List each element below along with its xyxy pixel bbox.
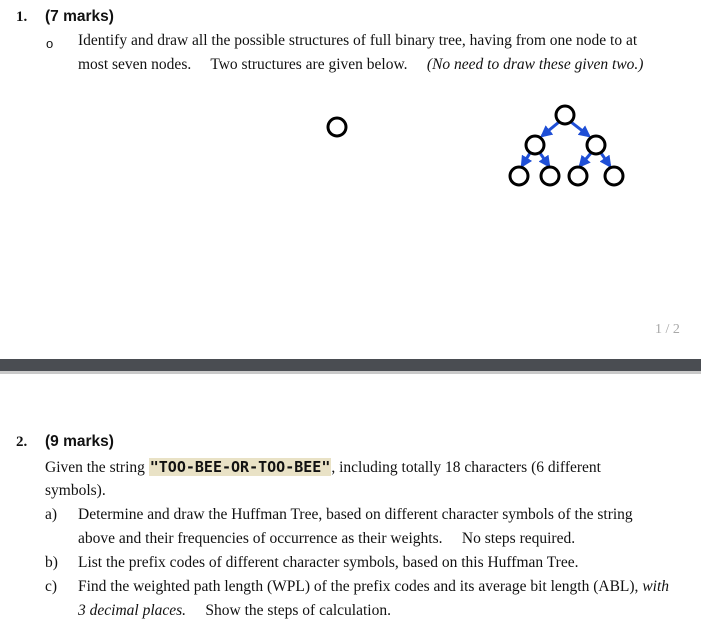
q2-string-highlight <box>149 458 332 476</box>
q2-item-c-line2-a: 3 decimal places. <box>78 602 187 619</box>
q1-line2 <box>78 56 643 74</box>
q2-item-c-line2-b: Show the steps of calculation. <box>205 602 391 619</box>
q2-item-a-line1: Determine and draw the Huffman Tree, based on different character symbols of the string <box>78 506 633 523</box>
q2-item-c-line1 <box>78 578 669 596</box>
q2-intro-suffix: characters (6 different <box>460 459 601 476</box>
tree-node <box>605 167 623 185</box>
tree-nodes <box>510 106 623 185</box>
q1-line1: Identify and draw all the possible structures of full binary tree, having from one node to at <box>78 32 638 49</box>
q2-intro-prefix: Given the string <box>45 459 149 476</box>
q2-item-c-line2 <box>78 602 391 620</box>
tree-edge <box>571 122 589 136</box>
tree-node <box>328 118 346 136</box>
tree-node <box>569 167 587 185</box>
q2-item-b-label: b) <box>45 554 58 571</box>
tree-edge <box>540 153 549 166</box>
q2-quote-close: " <box>321 458 331 476</box>
q2-item-a-label: a) <box>45 506 58 523</box>
tree-node <box>526 136 544 154</box>
q1-number: 1. <box>16 9 28 25</box>
q1-line2-a: most seven nodes. <box>78 56 192 73</box>
tree-edge <box>522 153 530 166</box>
q2-marks: (9 marks) <box>45 433 114 450</box>
tree-node <box>541 167 559 185</box>
q2-intro-mid: , including totally <box>331 459 446 476</box>
single-node-tree <box>320 110 356 146</box>
tree-edge <box>580 153 591 166</box>
q1-line2-note: (No need to draw these given two.) <box>426 56 644 73</box>
page-separator-shadow <box>0 371 701 374</box>
q2-item-a-line2-b: No steps required. <box>461 530 576 547</box>
q2-quote-open: " <box>149 458 159 476</box>
q2-item-c-line1-a: Find the weighted path length (WPL) of the prefix codes and its average bit length (ABL), <box>78 578 643 595</box>
tree-node <box>510 167 528 185</box>
q1-marks: (7 marks) <box>45 8 114 25</box>
q1-line2-b: Two structures are given below. <box>210 56 408 73</box>
q2-item-c-line1-b: with <box>642 578 670 595</box>
page-indicator: 1 / 2 <box>655 322 680 337</box>
tree-node <box>556 106 574 124</box>
tree-edge <box>542 122 559 136</box>
q2-char-count: 18 <box>445 459 461 476</box>
q2-item-b-line1: List the prefix codes of different character symbols, based on this Huffman Tree. <box>78 554 579 571</box>
page-separator <box>0 359 701 371</box>
q2-intro-line2: symbols). <box>45 482 106 499</box>
q2-item-a-line2-a: above and their frequencies of occurrence as their weights. <box>78 530 443 547</box>
q1-bullet: o <box>46 36 54 51</box>
q2-string: TOO-BEE-OR-TOO-BEE <box>158 458 322 476</box>
tree-node <box>587 136 605 154</box>
tree-edge <box>601 153 610 166</box>
q2-item-c-label: c) <box>45 578 58 595</box>
q2-intro-line1 <box>45 458 601 477</box>
q2-number: 2. <box>16 434 28 450</box>
seven-node-tree <box>500 98 640 193</box>
q2-item-a-line2 <box>78 530 575 548</box>
